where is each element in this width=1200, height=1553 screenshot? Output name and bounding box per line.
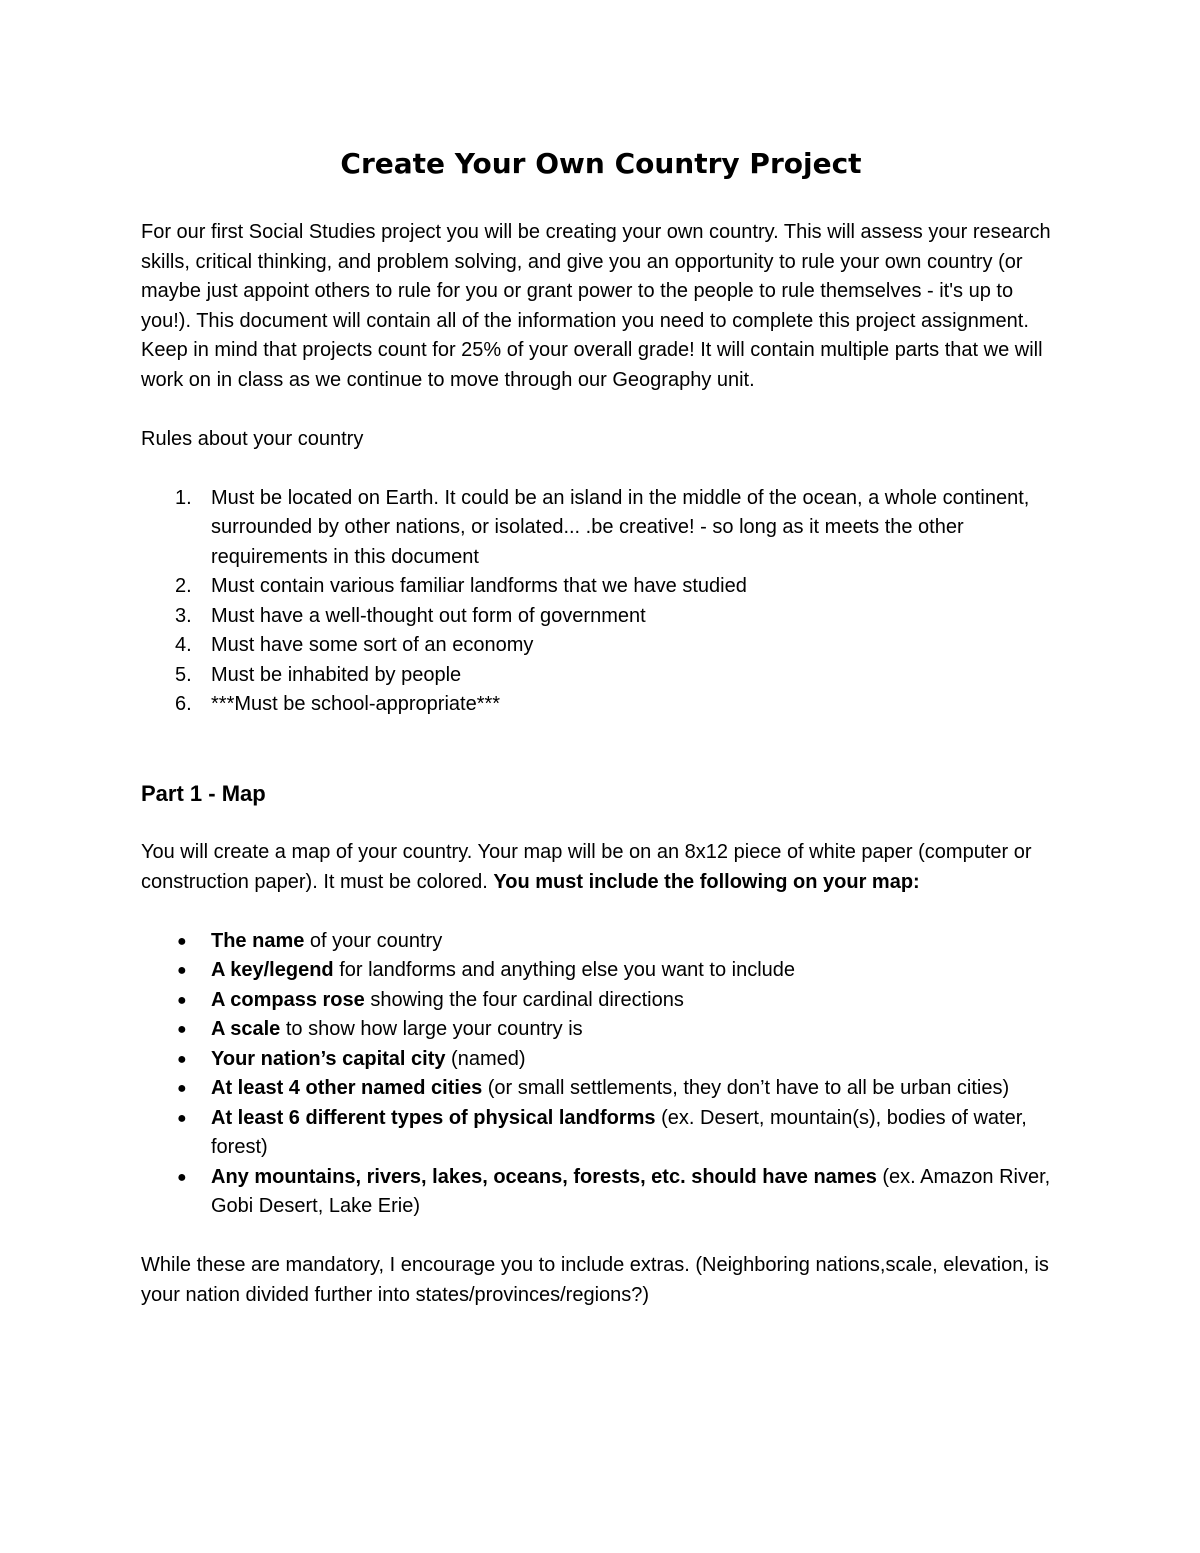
requirement-rest: of your country bbox=[304, 929, 443, 952]
rule-text: Must have a well-thought out form of government bbox=[211, 604, 646, 627]
requirement-bold: At least 6 different types of physical landforms bbox=[211, 1106, 656, 1129]
rule-number: 5. bbox=[175, 663, 192, 686]
rule-text: Must be located on Earth. It could be an island in the middle of the ocean, a whole continent, surrounded by other nations, or isolated... .be creative! - so long as it meets the other requirements in this document bbox=[211, 486, 1030, 568]
rule-number: 3. bbox=[175, 604, 192, 627]
rule-item bbox=[141, 661, 1061, 691]
extras-paragraph: While these are mandatory, I encourage you to include extras. (Neighboring nations,scale, elevation, is your nation divided further into states/provinces/regions?) bbox=[141, 1254, 1049, 1306]
requirement-bold: The name bbox=[211, 929, 305, 952]
rule-text: Must be inhabited by people bbox=[211, 663, 462, 686]
rule-text: Must have some sort of an economy bbox=[211, 634, 534, 656]
requirement-rest: showing the four cardinal directions bbox=[364, 988, 684, 1011]
requirement-rest: for landforms and anything else you want to include bbox=[333, 959, 796, 981]
requirement-rest: to show how large your country is bbox=[280, 1018, 583, 1040]
bullet-icon: ● bbox=[177, 932, 187, 950]
bullet-icon: ● bbox=[177, 962, 187, 979]
bullet-icon: ● bbox=[177, 1109, 187, 1127]
requirement-rest: (named) bbox=[445, 1047, 526, 1070]
requirement-item bbox=[141, 986, 1061, 1016]
requirement-item bbox=[141, 1074, 1061, 1104]
map-intro-bold: You must include the following on your map: bbox=[493, 870, 920, 893]
document-content bbox=[141, 146, 1061, 1310]
rule-number: 6. bbox=[175, 693, 192, 715]
requirement-item bbox=[141, 1045, 1061, 1075]
intro-paragraph: For our first Social Studies project you will be creating your own country. This will assess your research skills, critical thinking, and problem solving, and give you an opportunity to rule your own country (or maybe just appoint others to rule for you or grant power to the people to rule themselves - it's up to you!). This document will contain all of the information you need to complete this project assignment. Keep in mind that projects count for 25% of your overall grade! It will contain multiple parts that we will work on in class as we continue to move through our Geography unit. bbox=[141, 221, 1051, 391]
rule-number: 1. bbox=[175, 486, 192, 509]
requirement-rest: (or small settlements, they don’t have to all be urban cities) bbox=[482, 1077, 1010, 1099]
requirement-item bbox=[141, 1104, 1061, 1163]
rule-item bbox=[141, 484, 1061, 573]
rule-text: Must contain various familiar landforms that we have studied bbox=[211, 575, 747, 597]
requirement-bold: A scale bbox=[211, 1018, 281, 1040]
rule-item bbox=[141, 602, 1061, 632]
requirement-bold: Your nation’s capital city bbox=[211, 1047, 446, 1070]
bullet-icon: ● bbox=[177, 1168, 187, 1186]
rule-item bbox=[141, 690, 1061, 720]
bullet-icon: ● bbox=[177, 991, 187, 1009]
map-intro-plain: You will create a map of your country. Your map will be on an 8x12 piece of white paper (computer or construction paper). It must be colored. bbox=[141, 841, 1032, 893]
rules-list bbox=[141, 484, 1061, 720]
requirement-bold: A compass rose bbox=[211, 988, 365, 1011]
rule-item bbox=[141, 572, 1061, 602]
map-intro-paragraph bbox=[141, 838, 1061, 897]
requirement-bold: At least 4 other named cities bbox=[211, 1077, 483, 1099]
rule-number: 4. bbox=[175, 634, 192, 656]
rules-label: Rules about your country bbox=[141, 427, 364, 450]
rule-item bbox=[141, 631, 1061, 661]
requirement-item bbox=[141, 927, 1061, 957]
requirement-bold: A key/legend bbox=[211, 959, 334, 981]
requirement-bold: Any mountains, rivers, lakes, oceans, forests, etc. should have names bbox=[211, 1165, 877, 1188]
requirement-rest: (ex. Amazon River, Gobi Desert, Lake Erie) bbox=[211, 1165, 1051, 1217]
requirement-item bbox=[141, 1163, 1061, 1222]
rule-number: 2. bbox=[175, 575, 192, 597]
map-requirements-list bbox=[141, 927, 1061, 1222]
document-title: Create Your Own Country Project bbox=[340, 147, 862, 180]
requirement-rest: (ex. Desert, mountain(s), bodies of water, forest) bbox=[211, 1106, 1027, 1158]
bullet-icon: ● bbox=[177, 1021, 187, 1038]
requirement-item bbox=[141, 956, 1061, 986]
rule-text: ***Must be school-appropriate*** bbox=[211, 693, 501, 715]
bullet-icon: ● bbox=[177, 1050, 187, 1068]
bullet-icon: ● bbox=[177, 1080, 187, 1097]
part1-heading: Part 1 - Map bbox=[141, 780, 266, 806]
requirement-item bbox=[141, 1015, 1061, 1045]
